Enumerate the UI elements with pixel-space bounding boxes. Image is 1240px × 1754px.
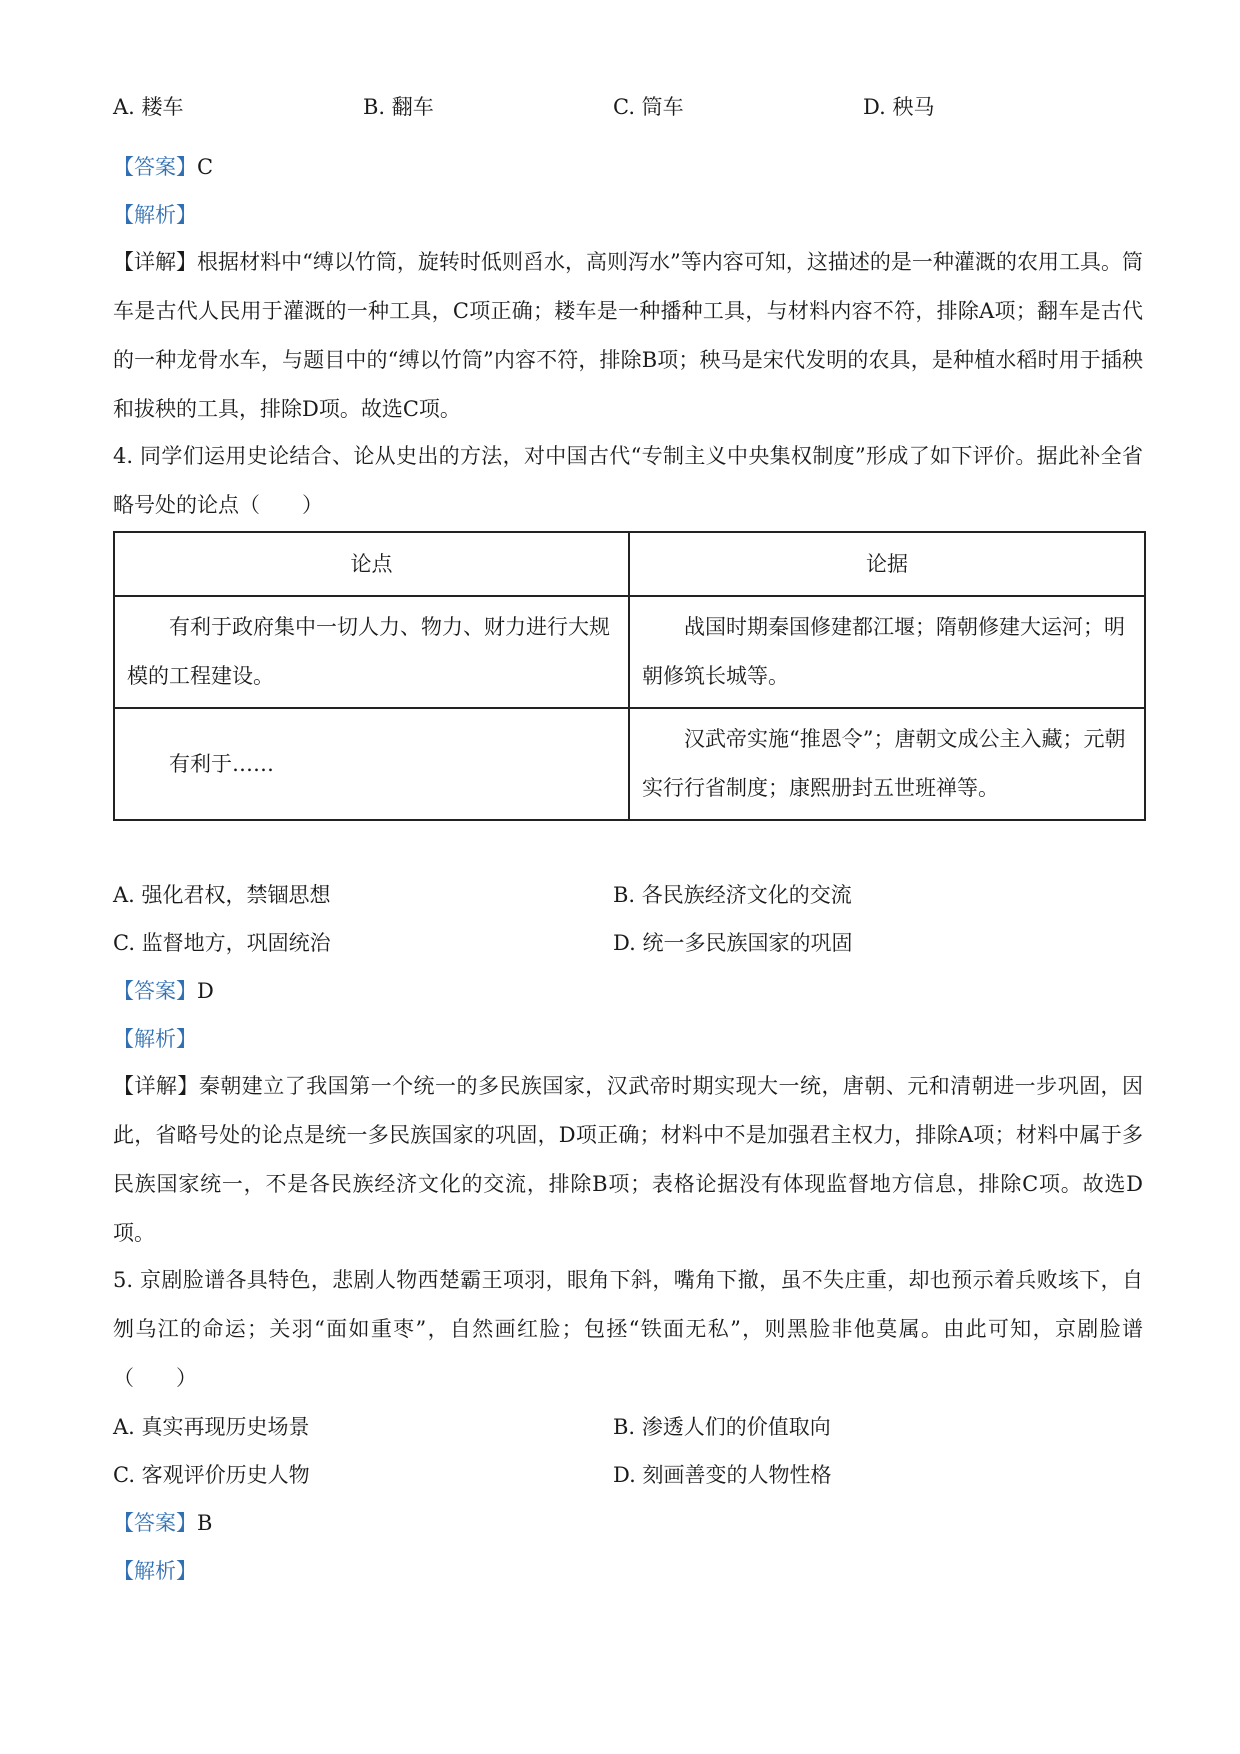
q4-answer-line [113, 976, 214, 1006]
q3-detail-text: 根据材料中“缚以竹筒，旋转时低则舀水，高则泻水”等内容可知，这描述的是一种灌溉的农用工具。筒车是古代人民用于灌溉的一种工具，C项正确；耧车是一种播种工具，与材料内容不符，排除A项；翻车是古代的一种龙骨水车，与题目中的“缚以竹筒”内容不符，排除B项；秧马是宋代发明的农具，是种植水稻时用于插秧和拔秧的工具，排除D项。故选C项。 [113, 250, 1144, 421]
q5-stem: 5. 京剧脸谱各具特色，悲剧人物西楚霸王项羽，眼角下斜，嘴角下撤，虽不失庄重，却也预示着兵败垓下，自刎乌江的命运；关羽“面如重枣”，自然画红脸；包拯“铁面无私”，则黑脸非他莫属。由此可知，京剧脸谱（ ） [113, 1268, 1143, 1390]
q5-option-d: D. 刻画善变的人物性格 [613, 1463, 832, 1487]
q5-option-c: C. 客观评价历史人物 [113, 1463, 310, 1487]
table-cell-evidence: 汉武帝实施“推恩令”；唐朝文成公主入藏；元朝实行行省制度；康熙册封五世班禅等。 [629, 708, 1145, 820]
q4-option-b: B. 各民族经济文化的交流 [613, 883, 852, 907]
q3-option-d: D. 秧马 [863, 95, 935, 119]
q4-detail-text: 秦朝建立了我国第一个统一的多民族国家，汉武帝时期实现大一统，唐朝、元和清朝进一步巩固，因此，省略号处的论点是统一多民族国家的巩固，D项正确；材料中不是加强君主权力，排除A项；材料中属于多民族国家统一，不是各民族经济文化的交流，排除B项；表格论据没有体现监督地方信息，排除C项。故选D项。 [113, 1074, 1143, 1245]
q3-detail-tag: 【详解】 [113, 250, 198, 274]
table-header-argument: 论点 [114, 532, 629, 596]
table-row [114, 596, 1145, 708]
table-cell-argument: 有利于政府集中一切人力、物力、财力进行大规模的工程建设。 [114, 596, 629, 708]
q4-table [113, 531, 1146, 821]
table-header-evidence: 论据 [629, 532, 1145, 596]
table-cell-argument: 有利于…… [114, 708, 629, 820]
table-cell-evidence: 战国时期秦国修建都江堰；隋朝修建大运河；明朝修筑长城等。 [629, 596, 1145, 708]
q3-answer: C [197, 155, 214, 179]
table-header-row [114, 532, 1145, 596]
q3-answer-line [113, 152, 213, 182]
q3-option-c: C. 筒车 [613, 95, 684, 119]
q3-detail [113, 238, 1143, 434]
q3-analysis-tag: 【解析】 [113, 203, 197, 227]
q4-detail-tag: 【详解】 [113, 1074, 199, 1098]
q3-option-a: A. 耧车 [113, 95, 184, 119]
q5-answer-line [113, 1508, 212, 1538]
q4-analysis-tag: 【解析】 [113, 1027, 197, 1051]
table-row [114, 708, 1145, 820]
q3-answer-tag: 【答案】 [113, 155, 197, 179]
q4-answer: D [197, 979, 214, 1003]
q5-option-a: A. 真实再现历史场景 [113, 1415, 310, 1439]
q4-option-a: A. 强化君权，禁锢思想 [113, 883, 331, 907]
q5-analysis-tag: 【解析】 [113, 1559, 197, 1583]
q4-answer-tag: 【答案】 [113, 979, 197, 1003]
q5-answer: B [197, 1511, 213, 1535]
q4-option-c: C. 监督地方，巩固统治 [113, 931, 331, 955]
q4-stem: 4. 同学们运用史论结合、论从史出的方法，对中国古代“专制主义中央集权制度”形成了如下评价。据此补全省略号处的论点（ ） [113, 444, 1143, 517]
q5-option-b: B. 渗透人们的价值取向 [613, 1415, 831, 1439]
q4-option-d: D. 统一多民族国家的巩固 [613, 931, 853, 955]
q5-answer-tag: 【答案】 [113, 1511, 197, 1535]
q3-option-b: B. 翻车 [363, 95, 434, 119]
q4-detail [113, 1062, 1143, 1258]
